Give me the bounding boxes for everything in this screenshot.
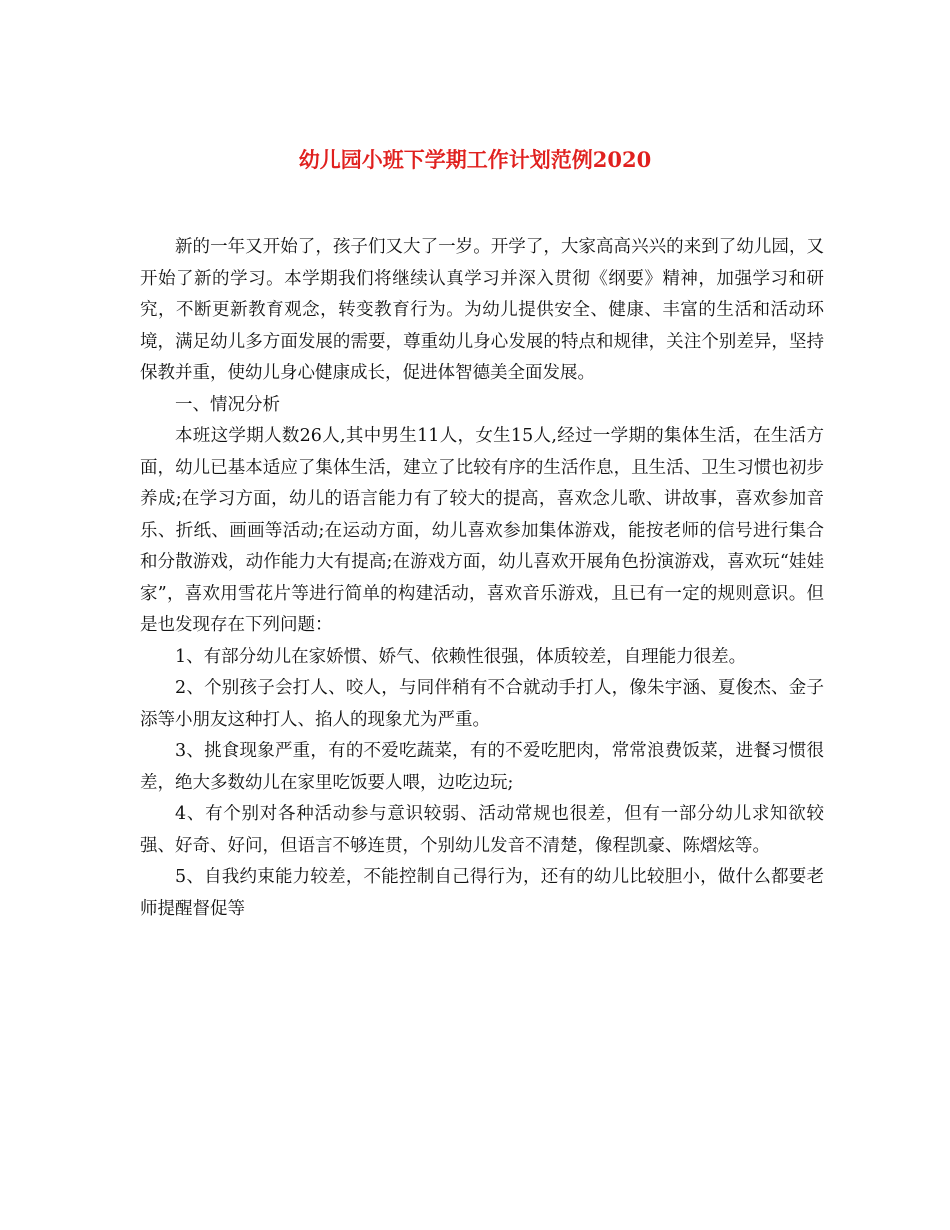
problem-item-5: 5、自我约束能力较差，不能控制自己得行为，还有的幼儿比较胆小，做什么都要老师提醒督促等 [140,867,824,919]
problem-item-3: 3、挑食现象严重，有的不爱吃蔬菜，有的不爱吃肥肉，常常浪费饭菜，进餐习惯很差，绝大多数幼儿在家里吃饭要人喂，边吃边玩; [140,741,824,793]
problem-item-2: 2、个别孩子会打人、咬人，与同伴稍有不合就动手打人，像朱宇涵、夏俊杰、金子添等小朋友这种打人、掐人的现象尤为严重。 [140,678,824,730]
class-overview-paragraph: 本班这学期人数26人,其中男生11人，女生15人,经过一学期的集体生活，在生活方面，幼儿已基本适应了集体生活，建立了比较有序的生活作息，且生活、卫生习惯也初步养成;在学习方面，幼儿的语言能力有了较大的提高，喜欢念儿歌、讲故事，喜欢参加音乐、折纸、画画等活动;在运动方面，幼儿喜欢参加集体游戏，能按老师的信号进行集合和分散游戏，动作能力大有提高;在游戏方面，幼儿喜欢开展角色扮演游戏，喜欢玩“娃娃家”，喜欢用雪花片等进行简单的构建活动，喜欢音乐游戏，且已有一定的规则意识。但是也发现存在下列问题： [140,426,824,635]
problem-item-4: 4、有个别对各种活动参与意识较弱、活动常规也很差，但有一部分幼儿求知欲较强、好奇、好问，但语言不够连贯，个别幼儿发音不清楚，像程凯豪、陈熠炫等。 [140,804,824,856]
section-heading-situation-analysis: 一、情况分析 [175,394,280,415]
document-title: 幼儿园小班下学期工作计划范例2020 [298,147,652,172]
intro-paragraph: 新的一年又开始了，孩子们又大了一岁。开学了，大家高高兴兴的来到了幼儿园，又开始了新的学习。本学期我们将继续认真学习并深入贯彻《纲要》精神，加强学习和研究，不断更新教育观念，转变教育行为。为幼儿提供安全、健康、丰富的生活和活动环境，满足幼儿多方面发展的需要，尊重幼儿身心发展的特点和规律，关注个别差异，坚持保教并重，使幼儿身心健康成长，促进体智德美全面发展。 [140,237,824,383]
document-body [140,232,824,925]
problem-item-1: 1、有部分幼儿在家娇惯、娇气、依赖性很强，体质较差，自理能力很差。 [175,646,747,667]
